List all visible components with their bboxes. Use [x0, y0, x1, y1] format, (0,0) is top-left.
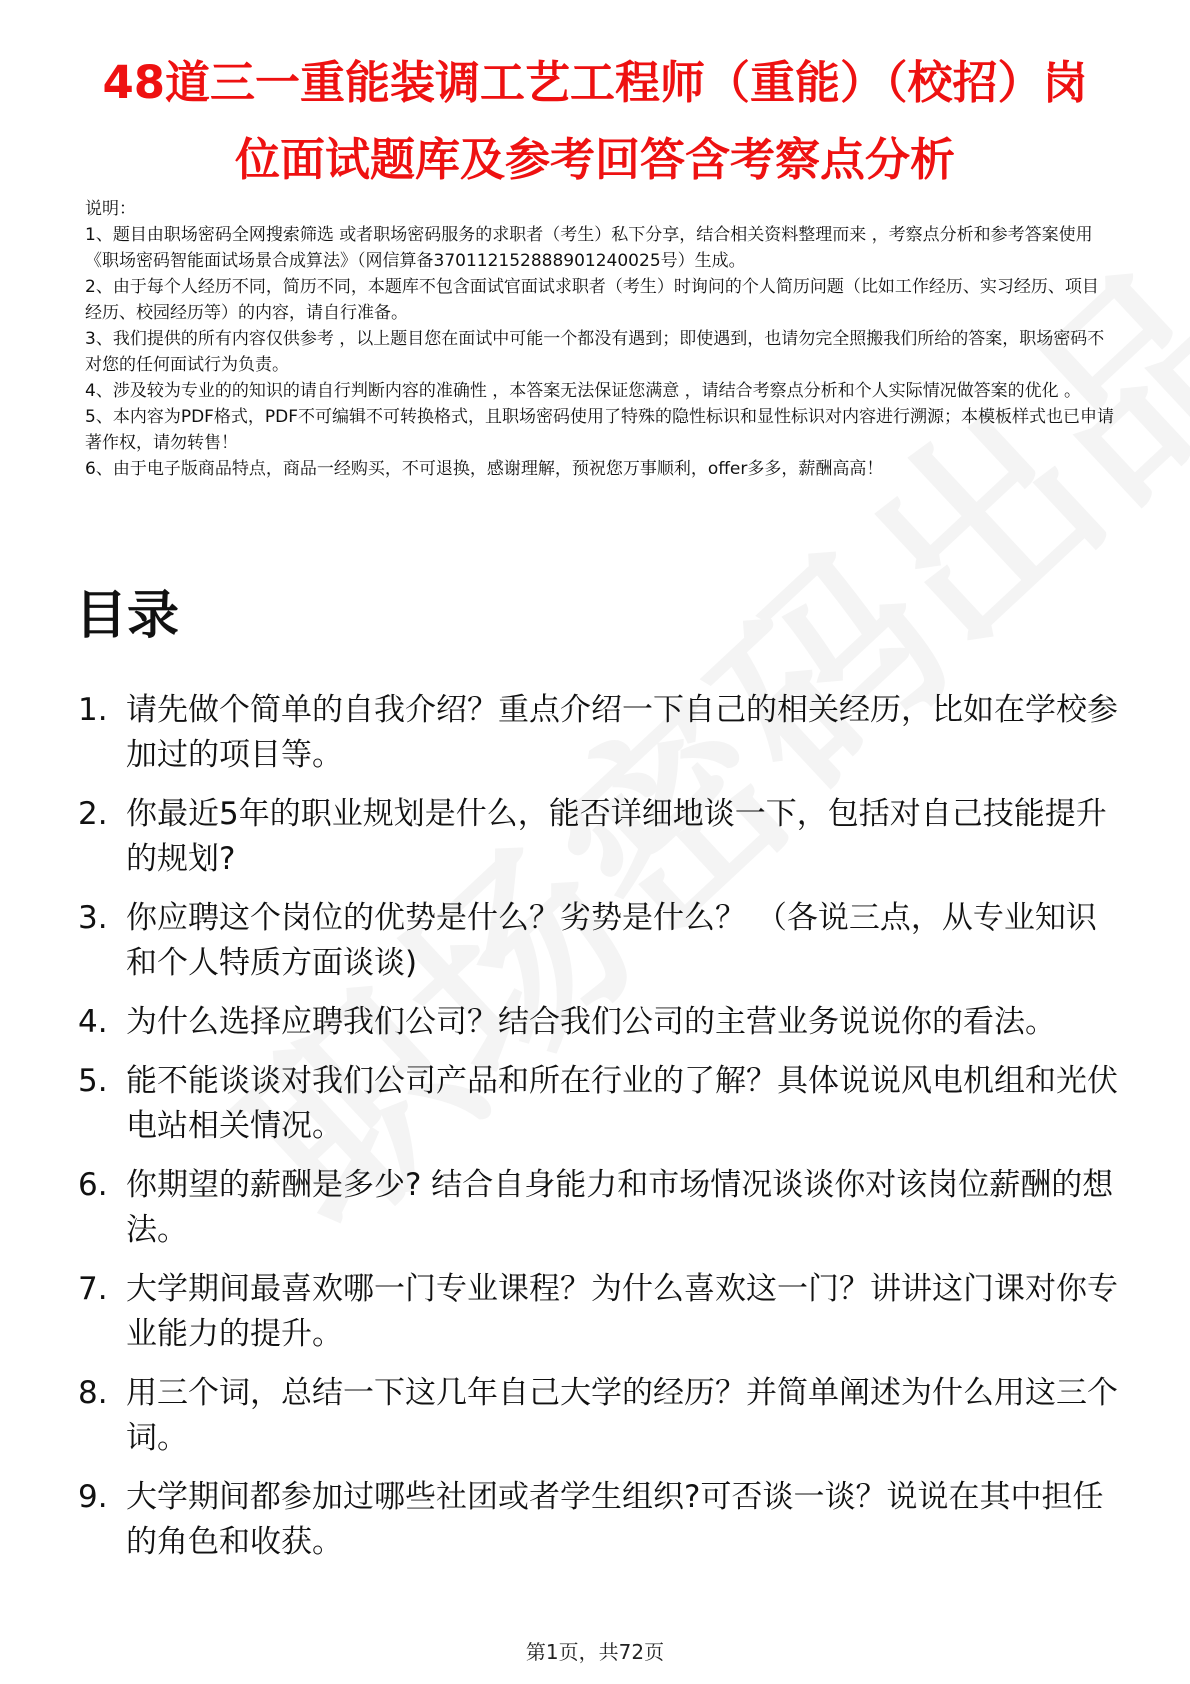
notes-line: 5、本内容为PDF格式，PDF不可编辑不可转换格式，且职场密码使用了特殊的隐性标识和显性标识对内容进行溯源；本模板样式也已申请著作权，请勿转售！ — [85, 407, 1115, 453]
toc-item-number: 1. — [78, 692, 108, 728]
toc-item[interactable] — [78, 1059, 1118, 1149]
toc-item[interactable] — [78, 792, 1118, 882]
toc-item-text: 你应聘这个岗位的优势是什么？劣势是什么？ （各说三点，从专业知识和个人特质方面谈谈) — [126, 900, 1097, 981]
toc-item-number: 4. — [78, 1004, 108, 1040]
toc-item[interactable] — [78, 1475, 1118, 1565]
toc-item[interactable] — [78, 1371, 1118, 1461]
notes-section — [85, 196, 1115, 482]
toc-item[interactable] — [78, 1267, 1118, 1357]
toc-item-text: 你最近5年的职业规划是什么，能否详细地谈一下，包括对自己技能提升的规划? — [126, 796, 1107, 877]
toc-item[interactable] — [78, 1000, 1118, 1045]
toc-list — [78, 688, 1118, 1579]
toc-item-number: 6. — [78, 1167, 108, 1203]
document-title: 48道三一重能装调工艺工程师（重能）（校招）岗位面试题库及参考回答含考察点分析 — [102, 56, 1088, 186]
toc-item[interactable] — [78, 896, 1118, 986]
toc-item-text: 你期望的薪酬是多少? 结合自身能力和市场情况谈谈你对该岗位薪酬的想法。 — [126, 1167, 1114, 1248]
toc-item-number: 9. — [78, 1479, 108, 1515]
toc-item-text: 为什么选择应聘我们公司？结合我们公司的主营业务说说你的看法。 — [126, 1004, 1056, 1040]
notes-line: 说明： — [85, 199, 136, 219]
toc-item-text: 用三个词，总结一下这几年自己大学的经历？并简单阐述为什么用这三个词。 — [126, 1375, 1118, 1456]
toc-item-number: 5. — [78, 1063, 108, 1099]
toc-item-number: 8. — [78, 1375, 108, 1411]
toc-heading: 目录 — [75, 586, 180, 646]
notes-line: 2、由于每个人经历不同，简历不同，本题库不包含面试官面试求职者（考生）时询问的个人简历问题（比如工作经历、实习经历、项目经历、校园经历等）的内容，请自行准备。 — [85, 277, 1099, 323]
toc-item-text: 能不能谈谈对我们公司产品和所在行业的了解？具体说说风电机组和光伏电站相关情况。 — [126, 1063, 1118, 1144]
toc-item-text: 大学期间最喜欢哪一门专业课程？为什么喜欢这一门？讲讲这门课对你专业能力的提升。 — [126, 1271, 1118, 1352]
toc-item-text: 大学期间都参加过哪些社团或者学生组织?可否谈一谈？说说在其中担任的角色和收获。 — [126, 1479, 1104, 1560]
page-footer: 第1页，共72页 — [525, 1640, 665, 1664]
toc-item-number: 3. — [78, 900, 108, 936]
toc-item-number: 2. — [78, 796, 108, 832]
notes-line: 3、我们提供的所有内容仅供参考 ，以上题目您在面试中可能一个都没有遇到；即使遇到，也请勿完全照搬我们所给的答案，职场密码不对您的任何面试行为负责。 — [85, 329, 1105, 375]
toc-item[interactable] — [78, 1163, 1118, 1253]
toc-item-number: 7. — [78, 1271, 108, 1307]
notes-line: 1、题目由职场密码全网搜索筛选 或者职场密码服务的求职者（考生）私下分享，结合相关资料整理而来 ，考察点分析和参考答案使用《职场密码智能面试场景合成算法》（网信算备370112152888901240025号）生成。 — [85, 225, 1093, 271]
notes-line: 6、由于电子版商品特点，商品一经购买，不可退换，感谢理解，预祝您万事顺利，offer多多，薪酬高高！ — [85, 459, 884, 479]
toc-item[interactable] — [78, 688, 1118, 778]
toc-item-text: 请先做个简单的自我介绍？重点介绍一下自己的相关经历，比如在学校参加过的项目等。 — [126, 692, 1118, 773]
notes-line: 4、涉及较为专业的的知识的请自行判断内容的准确性 ，本答案无法保证您满意 ，请结合考察点分析和个人实际情况做答案的优化 。 — [85, 381, 1082, 401]
